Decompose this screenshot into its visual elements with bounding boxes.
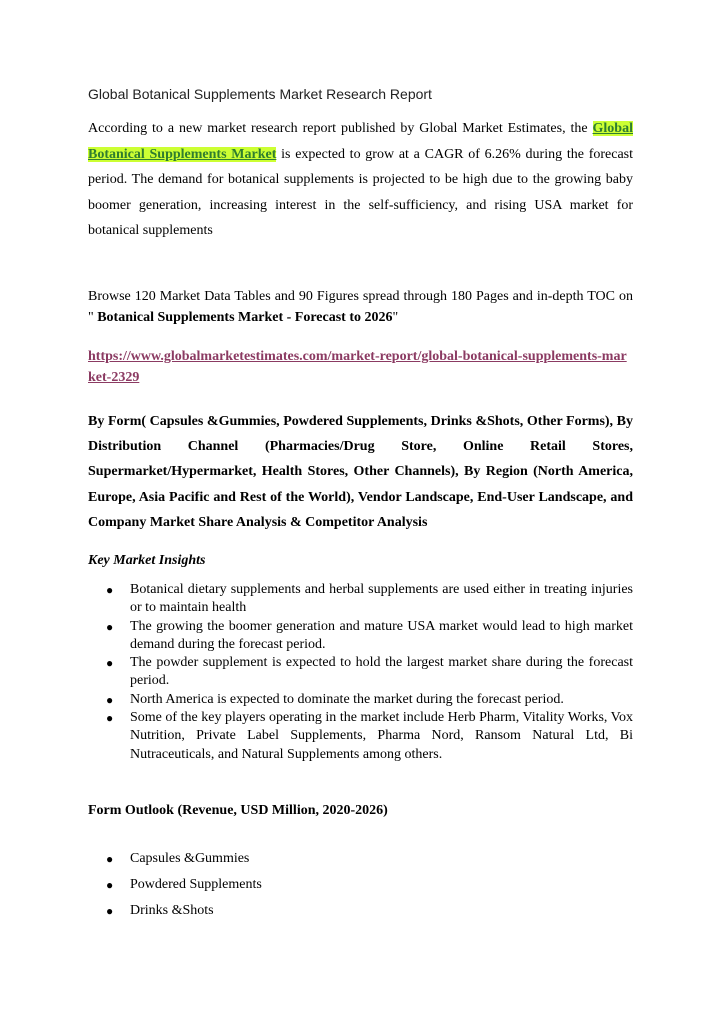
key-insights-heading: Key Market Insights <box>88 553 206 568</box>
form-outlook-list <box>88 846 633 924</box>
list-item-text: Capsules &Gummies <box>130 851 250 866</box>
list-item <box>88 618 633 655</box>
market-link[interactable]: Global Botanical Supplements Market <box>88 121 633 162</box>
bullet-icon: ● <box>106 692 114 707</box>
document-title: Global Botanical Supplements Market Research Report <box>88 86 432 102</box>
bullet-icon: ● <box>106 583 114 597</box>
report-name: Botanical Supplements Market - Forecast to 2026 <box>97 310 393 325</box>
bullet-icon: ● <box>106 878 114 892</box>
list-item-text: Drinks &Shots <box>130 903 214 918</box>
list-item <box>88 898 633 924</box>
report-url-link[interactable]: https://www.globalmarketestimates.com/market-report/global-botanical-supplements-market-2329 <box>88 349 627 385</box>
list-item <box>88 709 633 764</box>
bullet-icon: ● <box>106 904 114 918</box>
segmentation-paragraph: By Form( Capsules &Gummies, Powdered Supplements, Drinks &Shots, Other Forms), By Distribution Channel (Pharmacies/Drug Store, Online Retail Stores, Supermarket/Hypermarket, Health Stores, Other Channels), By Region (North America, Europe, Asia Pacific and Rest of the World), Vendor Landscape, End-User Landscape, and Company Market Share Analysis & Competitor Analysis <box>88 414 633 530</box>
list-item <box>88 691 633 709</box>
list-item <box>88 846 633 872</box>
browse-text-end: " <box>392 310 399 325</box>
list-item <box>88 581 633 618</box>
intro-text-start: According to a new market research report published by Global Market Estimates, the <box>88 121 593 136</box>
key-insights-list <box>88 581 633 764</box>
list-item-text: The growing the boomer generation and mature USA market would lead to high market demand during the forecast period. <box>130 618 633 652</box>
list-item-text: The powder supplement is expected to hold the largest market share during the forecast period. <box>130 655 633 689</box>
form-outlook-heading: Form Outlook (Revenue, USD Million, 2020-2026) <box>88 803 388 818</box>
bullet-icon: ● <box>106 619 114 634</box>
bullet-icon: ● <box>106 656 114 671</box>
browse-text-start: Browse 120 Market Data Tables and 90 Figures spread through 180 Pages and in-depth TOC on " <box>88 289 633 325</box>
list-item <box>88 872 633 898</box>
list-item-text: North America is expected to dominate the market during the forecast period. <box>130 691 564 707</box>
list-item-text: Powdered Supplements <box>130 877 262 892</box>
intro-paragraph <box>88 116 633 244</box>
bullet-icon: ● <box>106 711 114 726</box>
bullet-icon: ● <box>106 852 114 866</box>
intro-text-end: is expected to grow at a CAGR of 6.26% during the forecast period. The demand for botanical supplements is projected to be high due to the growing baby boomer generation, increasing interest in the self-sufficiency, and rising USA market for botanical supplements <box>88 146 633 238</box>
list-item-text: Botanical dietary supplements and herbal supplements are used either in treating injuries or to maintain health <box>130 582 633 616</box>
list-item-text: Some of the key players operating in the market include Herb Pharm, Vitality Works, Vox Nutrition, Private Label Supplements, Pharma Nord, Ransom Natural Ltd, Bi Nutraceuticals, and Natural Supplements among others. <box>130 710 633 762</box>
list-item <box>88 654 633 691</box>
browse-paragraph <box>88 286 633 328</box>
